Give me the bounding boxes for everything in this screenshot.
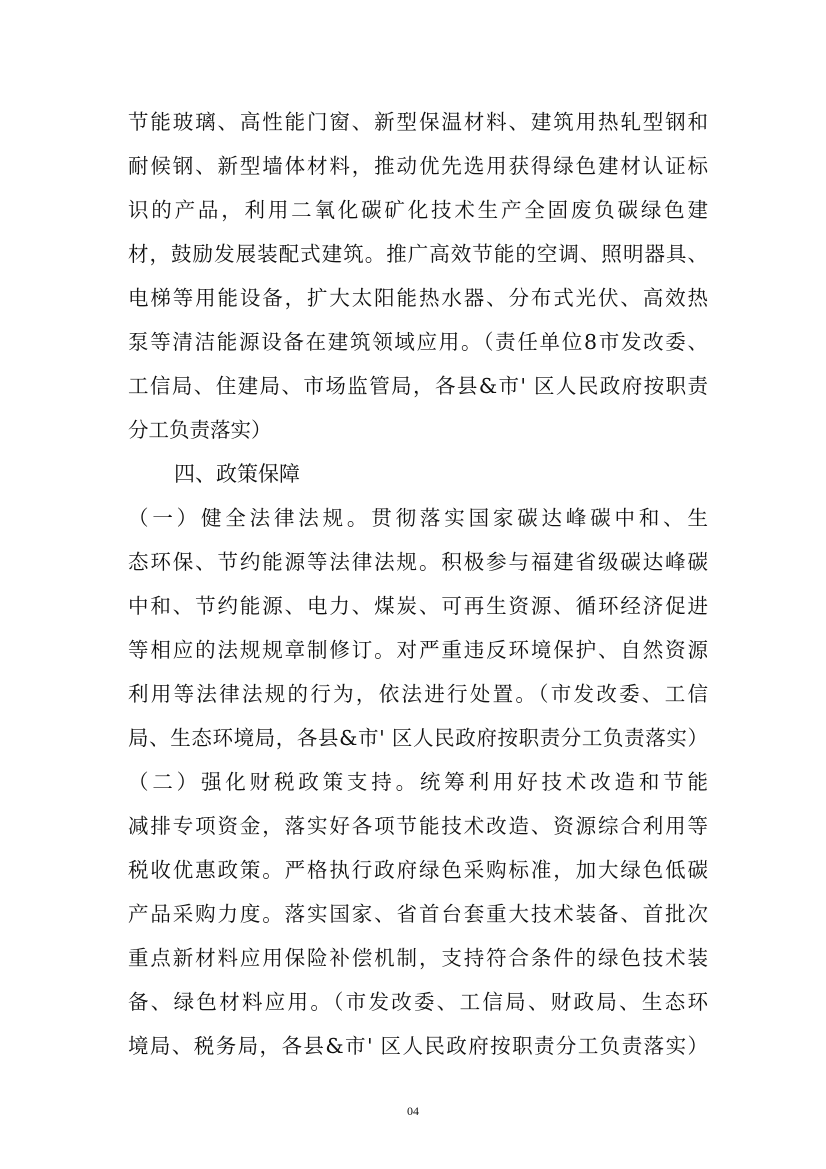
- paragraph-2-line-3: 中和、节约能源、电力、煤炭、可再生资源、循环经济促进: [128, 594, 708, 618]
- paragraph-2-line-1: （一）健全法律法规。贯彻落实国家碳达峰碳中和、生: [128, 506, 708, 530]
- paragraph-3-line-6: 备、绿色材料应用。（市发改委、工信局、财政局、生态环: [128, 990, 708, 1014]
- paragraph-3-line-4: 产品采购力度。落实国家、省首台套重大技术装备、首批次: [128, 902, 708, 926]
- paragraph-3-line-3: 税收优惠政策。严格执行政府绿色采购标准，加大绿色低碳: [128, 858, 708, 882]
- paragraph-1-line-2: 耐候钢、新型墙体材料，推动优先选用获得绿色建材认证标: [128, 154, 708, 178]
- paragraph-1-line-8: 分工负责落实）: [128, 418, 272, 442]
- paragraph-1-line-1: 节能玻璃、高性能门窗、新型保温材料、建筑用热轧型钢和: [128, 110, 708, 134]
- paragraph-3-line-5: 重点新材料应用保险补偿机制，支持符合条件的绿色技术装: [128, 946, 708, 970]
- paragraph-3-line-1: （二）强化财税政策支持。统筹利用好技术改造和节能: [128, 770, 708, 794]
- paragraph-2-line-4: 等相应的法规规章制修订。对严重违反环境保护、自然资源: [128, 638, 708, 662]
- paragraph-2-line-6: 局、生态环境局，各县&市' 区人民政府按职责分工负责落实）: [128, 726, 708, 750]
- page-number: 04: [407, 1104, 419, 1118]
- paragraph-1-line-6: 泵等清洁能源设备在建筑领域应用。（责任单位8市发改委、: [128, 330, 708, 354]
- section-heading: 四、政策保障: [174, 462, 300, 486]
- paragraph-1-line-3: 识的产品，利用二氧化碳矿化技术生产全固废负碳绿色建: [128, 198, 708, 222]
- paragraph-1-line-4: 材，鼓励发展装配式建筑。推广高效节能的空调、照明器具、: [128, 242, 708, 266]
- paragraph-2-line-5: 利用等法律法规的行为，依法进行处置。（市发改委、工信: [128, 682, 708, 706]
- paragraph-3-line-2: 减排专项资金，落实好各项节能技术改造、资源综合利用等: [128, 814, 708, 838]
- paragraph-2-line-2: 态环保、节约能源等法律法规。积极参与福建省级碳达峰碳: [128, 550, 708, 574]
- paragraph-3-line-7: 境局、税务局，各县&市' 区人民政府按职责分工负责落实）: [128, 1034, 708, 1058]
- paragraph-1-line-7: 工信局、住建局、市场监管局，各县&市' 区人民政府按职责: [128, 374, 708, 398]
- paragraph-1-line-5: 电梯等用能设备，扩大太阳能热水器、分布式光伏、高效热: [128, 286, 708, 310]
